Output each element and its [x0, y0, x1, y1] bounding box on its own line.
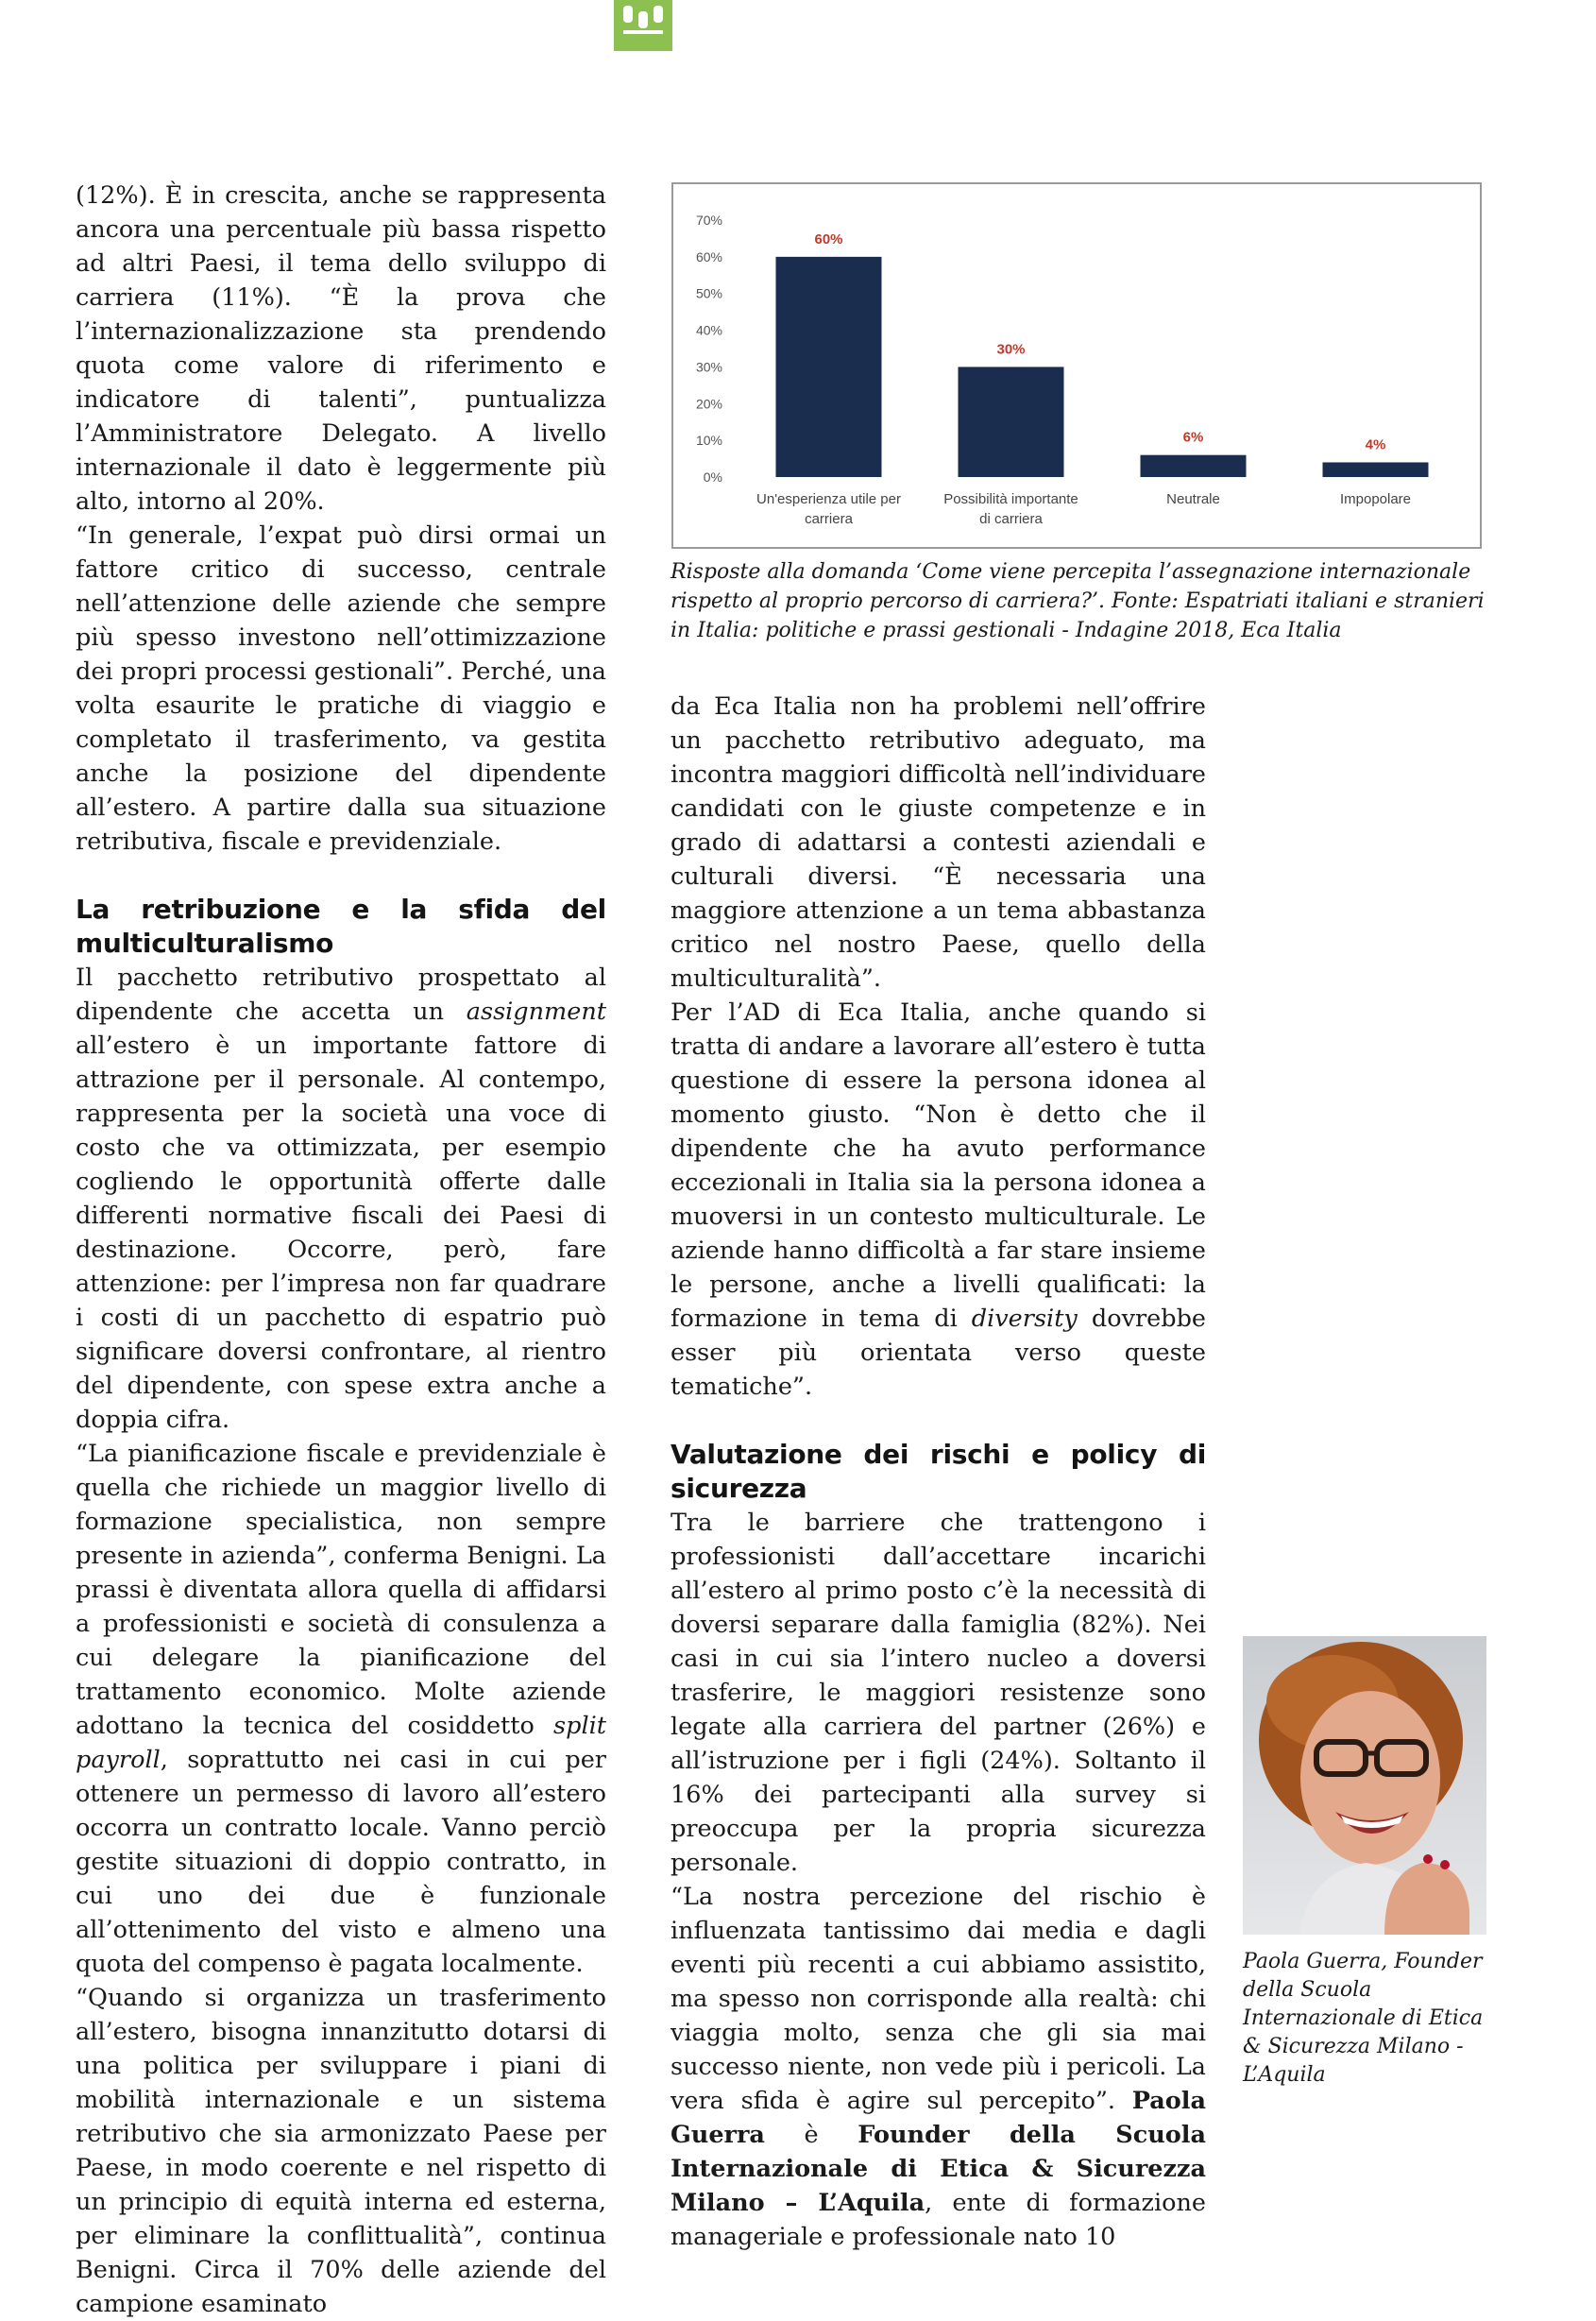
y-tick-label: 30%	[695, 359, 722, 375]
bar-chart-svg	[673, 184, 1480, 547]
category-label: carriera	[805, 511, 853, 527]
data-label: 6%	[1182, 429, 1204, 446]
paragraph: “Quando si organizza un trasferimento all’estero, bisogna innanzitutto dotarsi di una politica per sviluppare i piani di mobilità internazionale e un sistema retributivo che sia armonizzato Paese per Paese, in modo coerente e nel rispetto di un principio di equità interna ed esterna, per eliminare la conflittualità”, continua Benigni. Circa il 70% delle aziende del campione esaminato	[76, 1984, 606, 2318]
y-tick-label: 70%	[695, 213, 722, 228]
paragraph: da Eca Italia non ha problemi nell’offrire un pacchetto retributivo adeguato, ma incontra maggiori difficoltà nell’individuare candidati con le giuste competenze e in grado di adattarsi a contesti aziendali e culturali diversi. “È necessaria una maggiore attenzione a un tema abbastanza critico nel nostro Paese, quello della multiculturalità”.	[671, 692, 1206, 993]
chart-caption: Risposte alla domanda ‘Come viene percepita l’assegnazione internazionale rispetto al proprio percorso di carriera?’. Fonte: Espatriati italiani e stranieri in Italia: politiche e prassi gestionali - Indagine 2018, Eca Italia	[671, 560, 1485, 642]
y-tick-label: 10%	[695, 433, 722, 449]
category-label: di carriera	[979, 511, 1043, 527]
paragraph: (12%). È in crescita, anche se rappresenta ancora una percentuale più bassa rispetto ad altri Paesi, il tema dello sviluppo di carriera (11%). “È la prova che l’internazionalizzazione sta prendendo quota come valore di riferimento e indicatore di talenti”, puntualizza l’Amministratore Delegato. A livello internazionale il dato è leggermente più alto, intorno al 20%.	[76, 181, 606, 516]
y-tick-label: 40%	[695, 322, 722, 338]
paragraph: Tra le barriere che trattengono i professionisti dall’accettare incarichi all’estero al primo posto c’è la necessità di doversi separare dalla famiglia (82%). Nei casi in cui sia l’intero nucleo a doversi trasferire, le maggiori resistenze sono legate alla carriera del partner (26%) e all’istruzione per i figli (24%). Soltanto il 16% dei partecipanti alla survey si preoccupa per la propria sicurezza personale.	[671, 1509, 1206, 1877]
bar	[776, 257, 882, 477]
paragraph: “La pianificazione fiscale e previdenziale è quella che richiede un maggior livello di formazione specialistica, non sempre presente in azienda”, conferma Benigni. La prassi è diventata allora quella di affidarsi a professionisti e società di consulenza a cui delegare la pianificazione del trattamento economico. Molte aziende adottano la tecnica del cosiddetto split payroll, soprattutto nei casi in cui per ottenere un permesso di lavoro all’estero occorra un contratto locale. Vanno perciò gestite situazioni di doppio contratto, in cui uno dei due è funzionale all’ottenimento del visto e almeno una quota del compenso è pagata localmente.	[76, 1440, 606, 1978]
category-label: Un'esperienza utile per	[756, 491, 901, 507]
bar	[1323, 462, 1429, 477]
magazine-logo-icon	[614, 0, 672, 51]
data-label: 30%	[996, 341, 1026, 358]
y-tick-label: 60%	[695, 248, 722, 265]
paragraph: Per l’AD di Eca Italia, anche quando si tratta di andare a lavorare all’estero è tutta questione di essere la persona idonea al momento giusto. “Non è detto che il dipendente che ha avuto performance eccezionali in Italia sia la persona idonea a muoversi in un contesto multiculturale. Le aziende hanno difficoltà a far stare insieme le persone, anche a livelli qualificati: la formazione in tema di diversity dovrebbe esser più orientata verso queste tematiche”.	[671, 998, 1206, 1401]
paragraph: “La nostra percezione del rischio è influenzata tantissimo dai media e dagli eventi più recenti a cui abbiamo assistito, ma spesso non corrisponde alla realtà: chi viaggia molto, senza che gli sia mai successo niente, non vede più i pericoli. La vera sfida è agire sul percepito”. Paola Guerra è Founder della Scuola Internazionale di Etica & Sicurezza Milano – L’Aquila, ente di formazione manageriale e professionale nato 10	[671, 1883, 1206, 2251]
article-column-middle	[671, 690, 1206, 2254]
bar-chart	[671, 182, 1482, 549]
y-tick-label: 0%	[703, 469, 722, 485]
category-label: Possibilità importante	[943, 491, 1078, 507]
photo-caption: Paola Guerra, Founder della Scuola Internazionale di Etica & Sicurezza Milano - L’Aquila	[1243, 1950, 1484, 2087]
portrait-photo	[1243, 1636, 1486, 1935]
data-label: 60%	[814, 230, 843, 247]
paragraph: Il pacchetto retributivo prospettato al dipendente che accetta un assignment all’estero è un importante fattore di attrazione per il personale. Al contempo, rappresenta per la società una voce di costo che va ottimizzata, per esempio cogliendo le opportunità offerte dalle differenti normative fiscali dei Paesi di destinazione. Occorre, però, fare attenzione: per l’impresa non far quadrare i costi di un pacchetto di espatrio può significare doversi confrontare, al rientro del dipendente, con spese extra anche a doppia cifra.	[76, 964, 606, 1434]
article-column-left	[76, 179, 606, 2321]
y-tick-label: 50%	[695, 285, 722, 301]
paragraph: “In generale, l’expat può dirsi ormai un fattore critico di successo, centrale nell’attenzione delle aziende che sempre più spesso investono nell’ottimizzazione dei propri processi gestionali”. Perché, una volta esaurite le pratiche di viaggio e completato il trasferimento, va gestita anche la posizione del dipendente all’estero. A partire dalla sua situazione retributiva, fiscale e previdenziale.	[76, 521, 606, 856]
bar	[959, 367, 1064, 477]
bar	[1141, 455, 1247, 477]
y-tick-label: 20%	[695, 396, 722, 412]
category-label: Impopolare	[1339, 491, 1412, 507]
data-label: 4%	[1365, 436, 1386, 453]
section-heading: La retribuzione e la sfida del multiculturalismo	[76, 894, 606, 959]
section-heading: Valutazione dei rischi e policy di sicurezza	[671, 1439, 1206, 1504]
category-label: Neutrale	[1166, 491, 1220, 507]
